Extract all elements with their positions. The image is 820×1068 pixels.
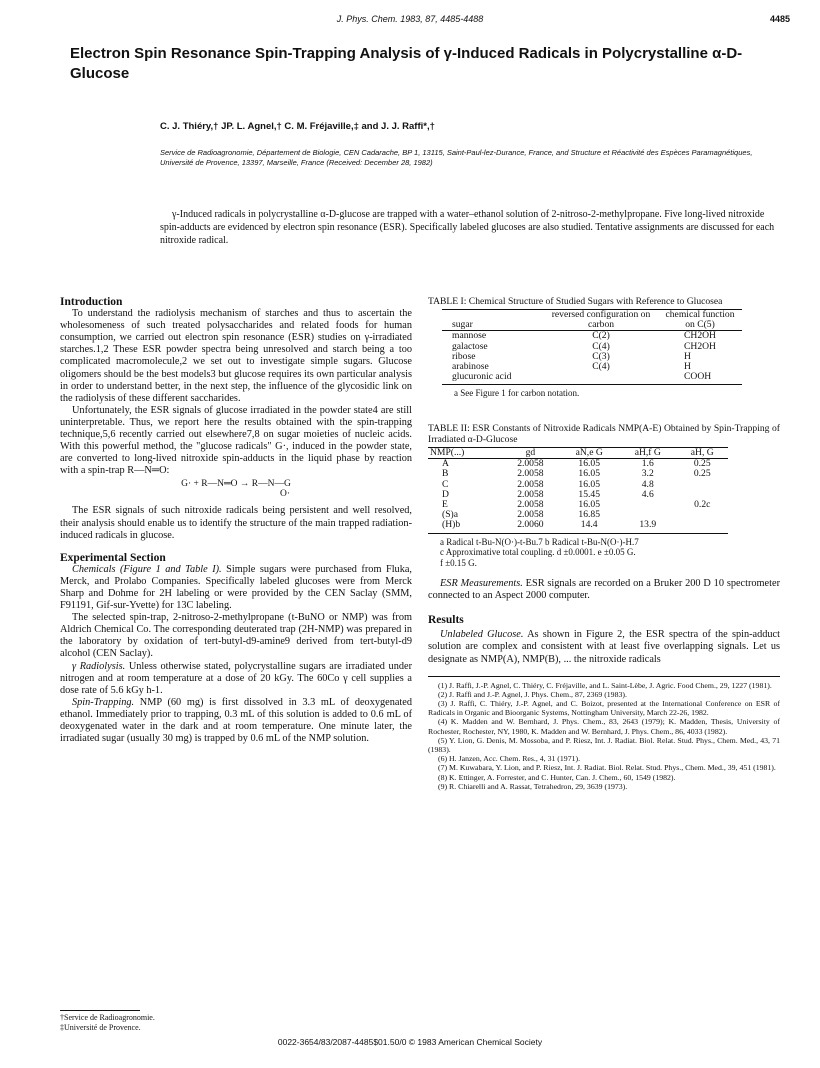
table2-cell <box>677 510 728 520</box>
table2-cell: 2.0060 <box>517 519 544 531</box>
table2-cell: 2.0058 <box>517 478 544 490</box>
spin-trapping-text: NMP (60 mg) is first dissolved in 3.3 mL of deoxygenated ethanol. Immediately prior to trapping, 0.3 mL of this solution is added to 0.6 mL of deoxygenated water in the dark and at room temperature. One minute later, the irradiated sugar (usually 30 mg) is trapped by 0.6 mL of the NMP solution. <box>60 696 413 745</box>
table2-row <box>428 510 728 520</box>
section-heading-introduction: Introduction <box>60 296 123 308</box>
reference-list <box>428 681 780 791</box>
esr-measurements-paragraph <box>428 578 780 602</box>
article-title: Electron Spin Resonance Spin-Trapping Analysis of γ-Induced Radicals in Polycrystalline α-D-Glucose <box>70 45 743 82</box>
table2-cell: E <box>442 498 448 510</box>
table1-footnote: a See Figure 1 for carbon notation. <box>454 388 580 399</box>
table2-bottom-rule <box>428 533 728 534</box>
table1 <box>442 309 742 382</box>
table2-cell: 4.6 <box>641 488 654 500</box>
table1-row <box>442 372 742 382</box>
table1-cell: C(3) <box>592 350 610 362</box>
table1-cell: H <box>684 350 691 362</box>
results-paragraph <box>428 629 780 665</box>
table2-row <box>428 520 728 530</box>
reaction-line: G· + R—N═O → R—N—G <box>181 479 291 490</box>
table2-footnote-c-e: c Approximative total coupling. d ±0.0001. e ±0.05 G. <box>440 547 636 558</box>
footnote-double-dagger: ‡Université de Provence. <box>60 1022 141 1032</box>
reaction-scheme <box>60 479 412 499</box>
affiliation: Service de Radioagronomie, Département de Biologie, CEN Cadarache, BP 1, 13115, Saint-Paul-lez-Durance, France, and Structure et Réactivité des Espèces Paramagnétiques, Université de Provence, 13397, Marseille, France (Received: December 28, 1982) <box>160 148 753 167</box>
table2-cell: 0.25 <box>693 468 711 480</box>
radiolysis-paragraph <box>60 661 412 697</box>
table2-cell: C <box>442 478 449 490</box>
table2-cell: 2.0058 <box>517 468 544 480</box>
table1-cell: C(2) <box>592 330 610 342</box>
section-heading-results: Results <box>428 614 464 627</box>
table2-cell: (S)a <box>442 509 458 521</box>
results-text: As shown in Figure 2, the ESR spectra of the spin-adduct solution are complex and consistent with at least five overlapping signals. Let us designate as NMP(A), NMP(B), ... the nitroxide radicals <box>428 629 780 665</box>
table2-cell: 2.0058 <box>517 488 544 500</box>
table1-cell: CH2OH <box>684 340 716 352</box>
footnotes <box>60 1010 412 1032</box>
chemicals-label: Chemicals (Figure 1 and Table I). <box>72 563 222 575</box>
spin-trap-paragraph: The selected spin-trap, 2-nitroso-2-methylpropane (t-BuNO or NMP) was from Aldrich Chemical Co. The corresponding deuterated trap (2H-NMP) was prepared in the laboratory by oxidation of tert-butyl-d9-amine9 derived from tert-butyl-d9 alcohol (CEN Saclay). <box>60 612 412 660</box>
intro-paragraph-1: To understand the radiolysis mechanism of starches and thus to ascertain the wholesomeness of such treated polysaccharides and related foods for human consumption, we carried out electron spin resonance (ESR) studies on γ-irradiated starches.1,2 These ESR powder spectra being unresolved and starch being a too complicated macromolecule,2 we set out to investigate simple sugars. Glucose oligomers should be the best models3 but glucose requires its own particular analysis in order to understand better, in the next step, the influence of the glycosidic link on the radiolysis of these different saccharides. <box>60 308 412 404</box>
table1-row <box>442 331 742 342</box>
reference-item: (4) K. Madden and W. Bernhard, J. Phys. Chem., 83, 2643 (1979); K. Madden, Thesis, University of Rochester, Rochester, NY, 1980, K. Madden and W. Bernhard, J. Phys. Chem., 86, 4033 (1982). <box>428 717 780 736</box>
footnote-divider <box>60 1010 140 1011</box>
right-column <box>428 296 780 791</box>
table2-cell: D <box>442 488 449 500</box>
table2-cell: 16.05 <box>578 458 600 470</box>
abstract: γ-Induced radicals in polycrystalline α-D-glucose are trapped with a water–ethanol solution of 2-nitroso-2-methylpropane. Five long-lived nitroxide spin-adducts are evidenced by electron spin resonance (ESR). Specifically labeled glucoses are also studied. Tentative assignments are discussed for each nitroxide radical. <box>160 209 775 246</box>
reference-item: (2) J. Raffi and J.-P. Agnel, J. Phys. Chem., 87, 2369 (1983). <box>438 689 627 699</box>
table1-header-row <box>442 310 742 331</box>
table2-caption: TABLE II: ESR Constants of Nitroxide Radicals NMP(A-E) Obtained by Spin-Trapping of Irradiated α-D-Glucose <box>428 422 780 445</box>
reference-item: (5) Y. Lion, G. Denis, M. Mossoba, and P. Riesz, Int. J. Radiat. Biol. Relat. Stud. Phys., Chem. Med., 43, 71 (1983). <box>428 735 780 755</box>
reference-item: (8) K. Ettinger, A. Forrester, and C. Hunter, Can. J. Chem., 60, 1549 (1982). <box>438 772 676 782</box>
esr-text: ESR signals are recorded on a Bruker 200 D 10 spectrometer connected to an Aspect 2000 computer. <box>428 578 780 602</box>
table2-cell: 2.0058 <box>517 498 544 510</box>
table2-cell: 16.85 <box>578 509 600 521</box>
table1-cell: mannose <box>452 330 487 342</box>
table1-cell: ribose <box>452 350 476 362</box>
table2-cell: 0.25 <box>693 458 711 470</box>
table2-cell: 14.4 <box>580 519 598 531</box>
reference-item: (6) H. Janzen, Acc. Chem. Res., 4, 31 (1971). <box>438 754 581 764</box>
reference-item: (1) J. Raffi, J.-P. Agnel, C. Thiéry, C. Fréjaville, and L. Saint-Lèbe, J. Agric. Food Chem., 29, 1227 (1981). <box>438 680 772 690</box>
table2-cell: A <box>442 458 449 470</box>
table2-cell <box>677 480 728 490</box>
table2-cell <box>619 500 677 510</box>
table2-cell: 1.6 <box>641 458 654 470</box>
radiolysis-text: Unless otherwise stated, polycrystalline sugars are irradiated under nitrogen and at room temperature at a dose of 20 kGy. The 60Co γ cell supplies a dose rate of 5.6 kGy h-1. <box>60 660 413 696</box>
table1-header-cell: chemical function on C(5) <box>665 309 735 331</box>
table1-header-cell: reversed configuration on carbon <box>551 309 651 331</box>
table2-cell: 0.2c <box>694 498 711 510</box>
table2-header-row <box>428 447 728 458</box>
table1-cell: glucuronic acid <box>452 371 512 383</box>
left-column <box>60 296 412 745</box>
table2-row <box>428 469 728 479</box>
table2-cell: 2.0058 <box>517 509 544 521</box>
table2 <box>428 447 728 531</box>
table2-header-cell: aH,f G <box>634 446 661 458</box>
page-number: 4485 <box>769 14 790 24</box>
table2-cell: 4.8 <box>641 478 654 490</box>
table1-header-cell: sugar <box>452 319 473 331</box>
intro-paragraph-2: Unfortunately, the ESR signals of glucose irradiated in the powder state4 are still uninterpretable. Thus, we report here the results obtained with the spin-trapping technique,5,6 recently carried out elsewhere7,8 on sugar moieties of nucleic acids. With this powerful method, the "glucose radicals" G·, induced in the powder state, are converted to long-lived nitroxide spin-adducts in the liquid phase by reaction with a spin-trap R—N═O: <box>60 404 412 477</box>
reaction-oxygen: O· <box>279 489 291 500</box>
table1-cell: C(4) <box>592 361 610 373</box>
intro-paragraph-3: The ESR signals of such nitroxide radicals being persistent and well resolved, their analysis should enable us to identify the structure of the main trapped radiation-induced radicals in glucose. <box>60 505 412 541</box>
table1-cell: H <box>684 361 691 373</box>
table2-cell: 3.2 <box>641 468 654 480</box>
table1-caption: TABLE I: Chemical Structure of Studied Sugars with Reference to Glucosea <box>428 296 723 307</box>
footnote-dagger: †Service de Radioagronomie. <box>60 1013 155 1022</box>
table2-header-cell: NMP(...) <box>430 446 465 458</box>
table1-cell: arabinose <box>452 361 489 373</box>
table2-cell <box>677 520 728 530</box>
table2-header-cell: aN,e G <box>575 446 603 458</box>
table1-cell: C(4) <box>592 340 610 352</box>
chemicals-paragraph <box>60 564 412 612</box>
table1-cell <box>544 372 658 382</box>
table2-footnote-a-b: a Radical t-Bu-N(O·)-t-Bu.7 b Radical t-Bu-N(O·)-H.7 <box>440 536 639 547</box>
esr-label: ESR Measurements. <box>440 578 523 590</box>
table1-cell: CH2OH <box>684 330 716 342</box>
table2-header-cell: aH, G <box>690 446 714 458</box>
table2-cell: B <box>442 468 449 480</box>
table2-cell: 2.0058 <box>517 458 544 470</box>
author-list: C. J. Thiéry,† JP. L. Agnel,† C. M. Fréjaville,‡ and J. J. Raffi*,† <box>160 121 435 132</box>
copyright-line: 0022-3654/83/2087-4485$01.50/0 © 1983 American Chemical Society <box>277 1037 543 1047</box>
results-label: Unlabeled Glucose. <box>440 629 524 641</box>
table1-bottom-rule <box>442 384 742 385</box>
table2-cell: 16.05 <box>578 468 600 480</box>
table2-header-cell: gd <box>525 446 536 458</box>
table2-cell: 16.05 <box>578 498 600 510</box>
table2-cell: (H)b <box>442 519 461 531</box>
radiolysis-label: γ Radiolysis. <box>72 660 126 672</box>
section-heading-experimental: Experimental Section <box>60 551 166 564</box>
table2-cell: 15.45 <box>578 488 600 500</box>
spin-trapping-label: Spin-Trapping. <box>72 696 135 708</box>
chemicals-text: Simple sugars were purchased from Fluka, Merck, and Prolabo Companies. Specifically labeled glucoses were from Merck Sharp and Dohme for 2H labeling or were provided by the CEN Saclay (SMM, F91191, Gif-sur-Yvette) for 13C labeling. <box>60 563 412 612</box>
running-header: J. Phys. Chem. 1983, 87, 4485-4488 <box>336 14 484 24</box>
table1-cell: galactose <box>452 340 488 352</box>
reference-item: (3) J. Raffi, C. Thiéry, J.-P. Agnel, and C. Boizot, presented at the International Conference on ESR of Radicals in Organic and Bioorganic Systems, Nottingham University, March 22-26, 1982. <box>428 699 780 718</box>
table2-cell: 13.9 <box>639 519 657 531</box>
reference-item: (7) M. Kuwabara, Y. Lion, and P. Riesz, Int. J. Radiat. Biol. Relat. Stud. Phys., Chem. Med., 39, 451 (1981). <box>438 763 776 773</box>
table1-cell: COOH <box>684 371 712 383</box>
table2-footnote-f: f ±0.15 G. <box>440 557 477 568</box>
table2-cell: 16.05 <box>578 478 600 490</box>
spin-trapping-paragraph <box>60 697 412 745</box>
references-divider <box>428 676 780 677</box>
reference-item: (9) R. Chiarelli and A. Rassat, Tetrahedron, 29, 3639 (1973). <box>438 781 628 791</box>
